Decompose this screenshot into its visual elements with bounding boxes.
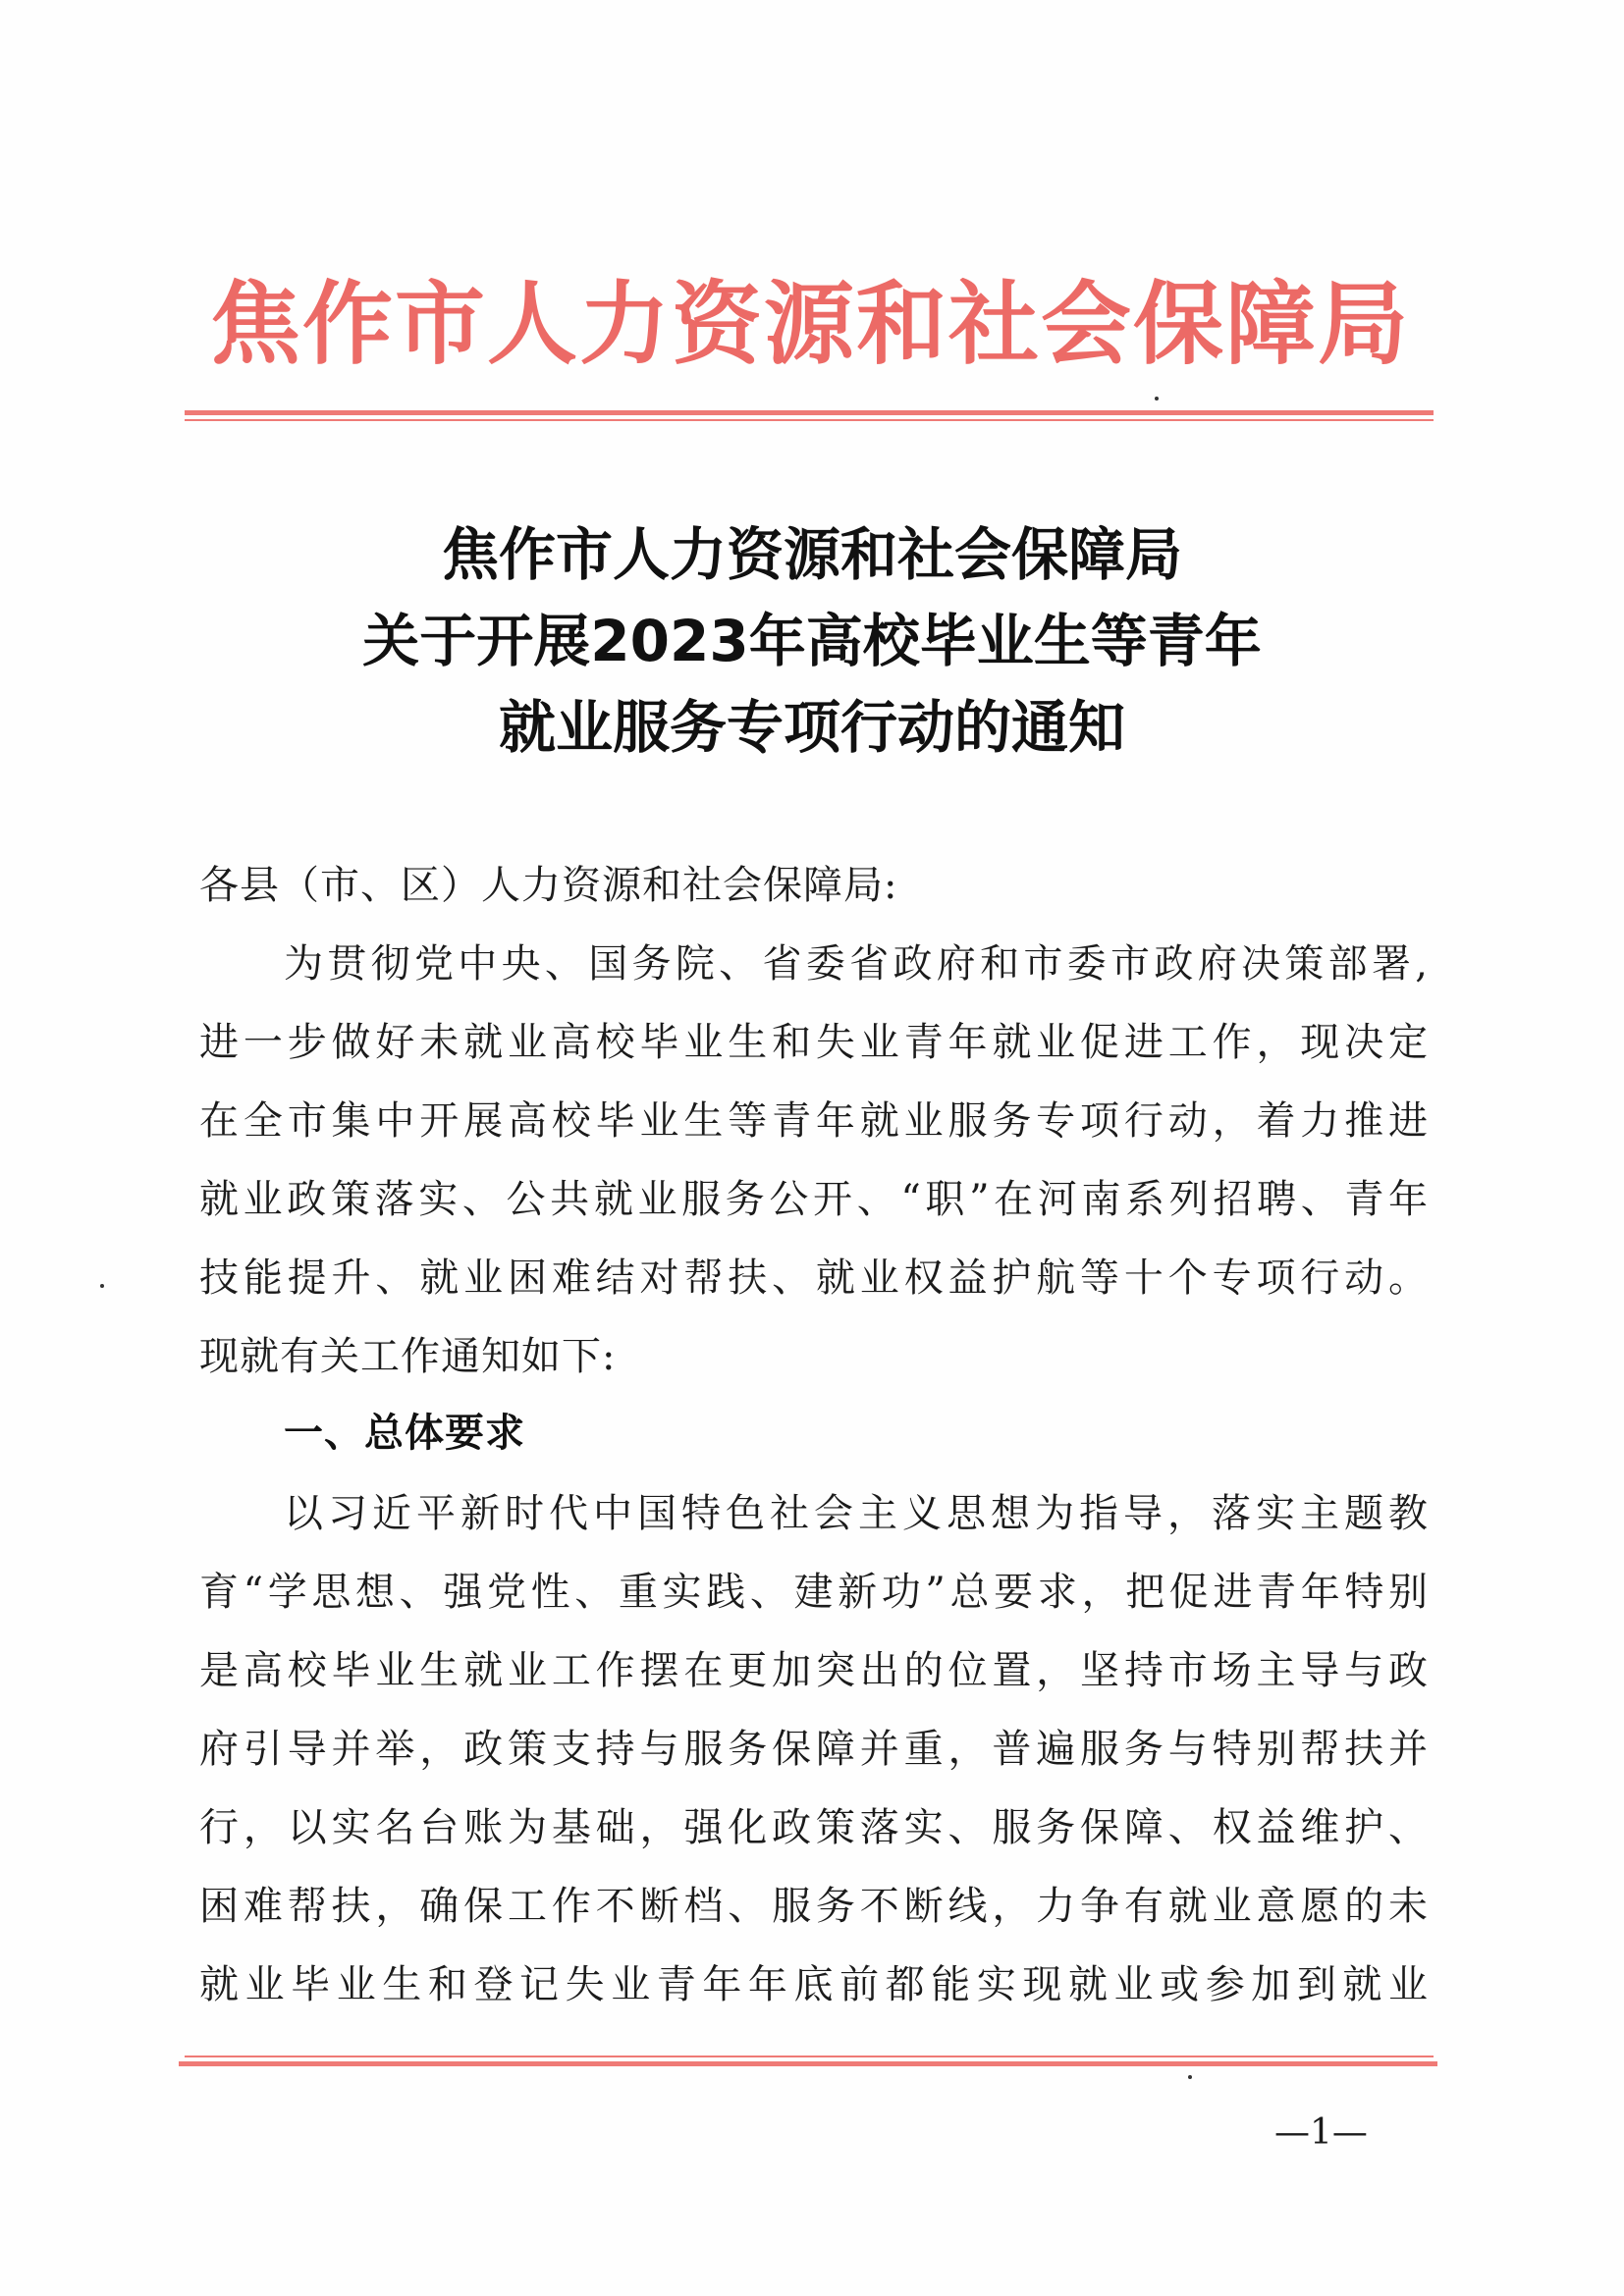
paragraph-2-line-7: 就业毕业生和登记失业青年年底前都能实现就业或参加到就业 xyxy=(199,1962,1429,2007)
red-masthead: 焦作市人力资源和社会保障局 xyxy=(209,271,1410,377)
scan-speck xyxy=(100,1284,104,1288)
paragraph-2-line-3: 是高校毕业生就业工作摆在更加突出的位置，坚持市场主导与政 xyxy=(199,1648,1429,1693)
scan-speck xyxy=(1188,2075,1192,2079)
paragraph-2-line-4: 府引导并举，政策支持与服务保障并重，普遍服务与特别帮扶并 xyxy=(199,1727,1429,1772)
footer-rule-thin xyxy=(185,2056,1434,2057)
scan-speck xyxy=(1155,397,1159,400)
paragraph-1-line-4: 就业政策落实、公共就业服务公开、“职”在河南系列招聘、青年 xyxy=(199,1177,1429,1222)
paragraph-1-line-2: 进一步做好未就业高校毕业生和失业青年就业促进工作，现决定 xyxy=(199,1020,1429,1065)
paragraph-1-line-1: 为贯彻党中央、国务院、省委省政府和市委市政府决策部署, xyxy=(284,941,1429,987)
title-line-1: 焦作市人力资源和社会保障局 xyxy=(441,521,1182,588)
title-line-3: 就业服务专项行动的通知 xyxy=(498,694,1125,761)
paragraph-1-line-6: 现就有关工作通知如下: xyxy=(199,1334,617,1379)
paragraph-2-line-5: 行，以实名台账为基础，强化政策落实、服务保障、权益维护、 xyxy=(199,1805,1429,1850)
salutation: 各县（市、区）人力资源和社会保障局: xyxy=(199,863,898,908)
page-number: —1— xyxy=(1274,2112,1368,2153)
masthead-rule-thick xyxy=(185,410,1434,415)
paragraph-2-line-2: 育“学思想、强党性、重实践、建新功”总要求，把促进青年特别 xyxy=(199,1570,1429,1615)
paragraph-2-line-6: 困难帮扶，确保工作不断档、服务不断线，力争有就业意愿的未 xyxy=(199,1884,1429,1929)
title-line-2: 关于开展2023年高校毕业生等青年 xyxy=(362,608,1262,674)
section-heading: 一、总体要求 xyxy=(284,1411,525,1456)
paragraph-1-line-3: 在全市集中开展高校毕业生等青年就业服务专项行动，着力推进 xyxy=(199,1098,1429,1144)
paragraph-2-line-1: 以习近平新时代中国特色社会主义思想为指导，落实主题教 xyxy=(284,1491,1429,1536)
masthead-rule-thin xyxy=(185,419,1434,421)
paragraph-1-line-5: 技能提升、就业困难结对帮扶、就业权益护航等十个专项行动。 xyxy=(199,1255,1429,1301)
footer-rule-thick xyxy=(179,2061,1437,2066)
